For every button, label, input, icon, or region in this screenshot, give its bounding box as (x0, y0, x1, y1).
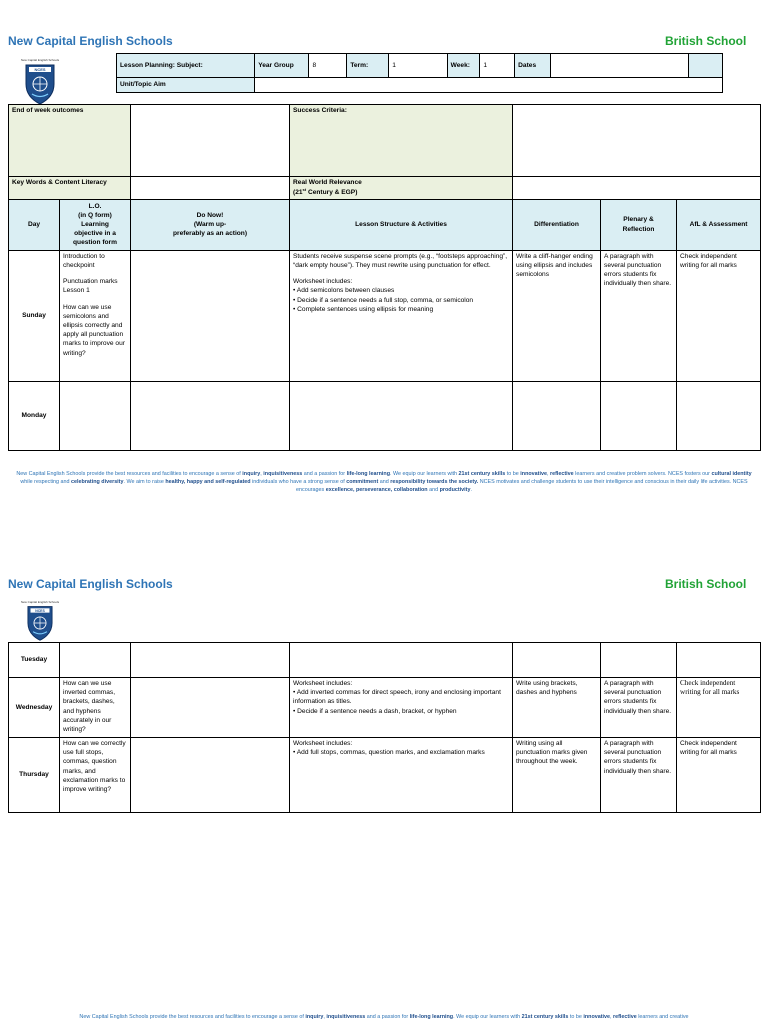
sunday-do-now (131, 250, 290, 381)
sunday-activities: Students receive suspense scene prompts (e.g., “footsteps approaching”, “dark empty house”). They must rewrite using punctuation for effect. Worksheet includes: • Add semicolons between clauses • Decide if a sentence needs a full stop, comma, or semicolon • Complete sentences using ellipsis for meaning (290, 250, 513, 381)
logo-caption: New Capital English Schools (20, 600, 60, 604)
crest-icon (20, 62, 60, 106)
table-row (9, 643, 761, 678)
unit-topic-value (255, 78, 723, 93)
day-tuesday: Tuesday (9, 643, 60, 678)
thursday-do-now (131, 738, 290, 813)
week-label: Week: (447, 54, 480, 78)
thursday-afl: Check independent writing for all marks (677, 738, 761, 813)
real-world-label: Real World Relevance (21st Century & EGP) (290, 177, 513, 200)
term-value: 1 (389, 54, 447, 78)
table-row (9, 381, 761, 450)
logo-badge-text: NCES (35, 608, 45, 613)
thursday-differentiation: Writing using all punctuation marks given throughout the week. (513, 738, 601, 813)
day-sunday: Sunday (9, 250, 60, 381)
table-row (9, 678, 761, 738)
dates-label: Dates (515, 54, 551, 78)
school-logo-page2 (20, 600, 60, 642)
year-group-label: Year Group (255, 54, 309, 78)
wednesday-activities: Worksheet includes: • Add inverted commas for direct speech, irony and enclosing important information as titles. • Decide if a sentence needs a dash, bracket, or hyphen (290, 678, 513, 738)
main-plan-table-page2 (8, 642, 761, 813)
thursday-activities: Worksheet includes: • Add full stops, commas, question marks, and exclamation marks (290, 738, 513, 813)
wednesday-afl: Check independent writing for all marks (677, 678, 761, 738)
col-differentiation: Differentiation (513, 199, 601, 250)
wednesday-plenary: A paragraph with several punctuation errors students fix individually then share. (601, 678, 677, 738)
col-do-now: Do Now! (Warm up- preferably as an action) (131, 199, 290, 250)
end-of-week-label: End of week outcomes (9, 105, 131, 177)
school-name-page2: New Capital English Schools (8, 577, 173, 591)
unit-topic-label: Unit/Topic Aim (117, 78, 255, 93)
footer-mission: New Capital English Schools provide the best resources and facilities to encourage a sense of inquiry, inquisitiveness and a passion for life-long learning. We equip our learners with 21st century skills to be innovative, reflective learners and creative problem solvers. NCES fosters our cultural identity while respecting and celebrating diversity. We aim to raise healthy, happy and self-regulated individuals who have a strong sense of commitment and responsibility towards the society. NCES motivates and challenge students to use their intelligence and conscious in their daily life activities. NCES encourages excellence, perseverance, collaboration and productivity. (16, 471, 752, 493)
col-day: Day (9, 199, 60, 250)
wednesday-lo: How can we use inverted commas, brackets, dashes, and hyphens accurately in our writing? (60, 678, 131, 738)
col-afl: AfL & Assessment (677, 199, 761, 250)
day-monday: Monday (9, 381, 60, 450)
dates-extra-cell (689, 54, 723, 78)
day-thursday: Thursday (9, 738, 60, 813)
logo-badge-text: NCES (34, 67, 46, 73)
end-of-week-value (131, 105, 290, 177)
logo-caption: New Capital English Schools (20, 58, 60, 62)
school-type-page2: British School (665, 577, 747, 591)
sunday-plenary: A paragraph with several punctuation errors students fix individually then share. (601, 250, 677, 381)
school-type: British School (665, 34, 747, 48)
sunday-differentiation: Write a cliff-hanger ending using ellipsis and includes semicolons (513, 250, 601, 381)
wednesday-differentiation: Write using brackets, dashes and hyphens (513, 678, 601, 738)
thursday-lo: How can we correctly use full stops, commas, question marks, and exclamation marks to improve writing? (60, 738, 131, 813)
term-label: Term: (347, 54, 389, 78)
success-criteria-label: Success Criteria: (290, 105, 513, 177)
footer-mission-page2: New Capital English Schools provide the best resources and facilities to encourage a sense of inquiry, inquisitiveness and a passion for life-long learning. We equip our learners with 21st century skills to be innovative, reflective learners and creative (79, 1014, 689, 1020)
table-row (9, 738, 761, 813)
week-value: 1 (480, 54, 515, 78)
key-words-label: Key Words & Content Literacy (9, 177, 131, 200)
col-plenary: Plenary & Reflection (601, 199, 677, 250)
year-group-value: 8 (309, 54, 347, 78)
day-wednesday: Wednesday (9, 678, 60, 738)
sunday-afl: Check independent writing for all marks (677, 250, 761, 381)
table-row (9, 250, 761, 381)
col-lo: L.O. (in Q form) Learning objective in a question form (60, 199, 131, 250)
thursday-plenary: A paragraph with several punctuation errors students fix individually then share. (601, 738, 677, 813)
lesson-planning-label: Lesson Planning: Subject: (117, 54, 255, 78)
real-world-value (513, 177, 761, 200)
crest-icon (20, 604, 60, 642)
key-words-value (131, 177, 290, 200)
col-lesson-structure: Lesson Structure & Activities (290, 199, 513, 250)
school-logo (20, 58, 60, 108)
planning-table (116, 53, 723, 93)
school-name: New Capital English Schools (8, 34, 173, 48)
wednesday-do-now (131, 678, 290, 738)
success-criteria-value (513, 105, 761, 177)
dates-value (550, 54, 688, 78)
sunday-lo: Introduction to checkpoint Punctuation marks Lesson 1 How can we use semicolons and ellipsis correctly and apply all punctuation marks to improve our writing? (60, 250, 131, 381)
main-plan-table (8, 104, 761, 451)
